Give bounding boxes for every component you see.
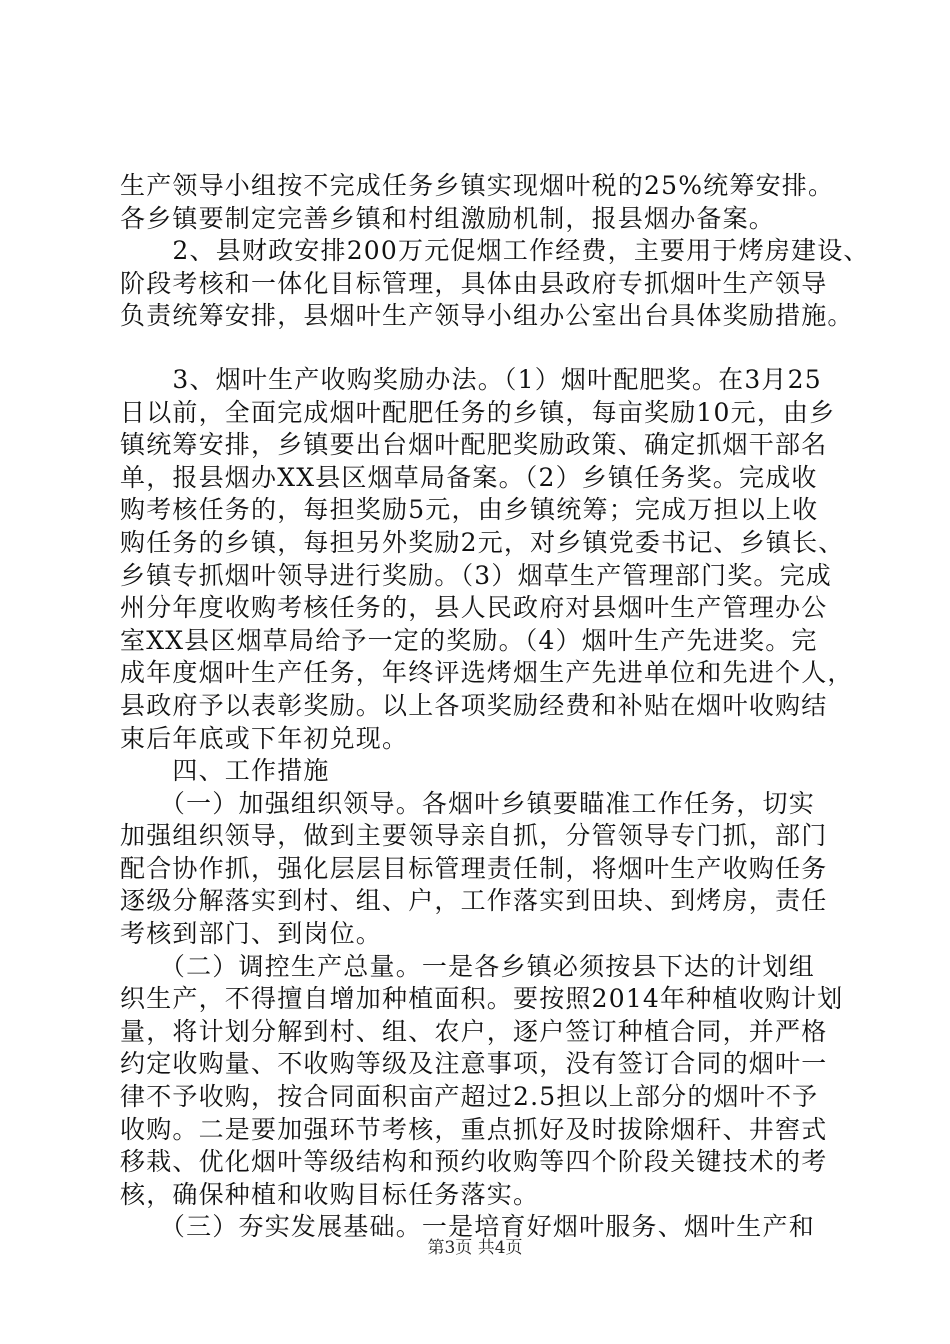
text-line: 生产领导小组按不完成任务乡镇实现烟叶税的25%统筹安排。 xyxy=(120,171,835,200)
text-line: 室XX县区烟草局给予一定的奖励。（4）烟叶生产先进奖。完 xyxy=(120,625,818,655)
text-line: 束后年底或下年初兑现。 xyxy=(120,723,409,753)
text-line: 乡镇专抓烟叶领导进行奖励。（3）烟草生产管理部门奖。完成 xyxy=(120,560,833,590)
text-line: 量，将计划分解到村、组、农户，逐户签订种植合同，并严格 xyxy=(120,1016,828,1046)
text-line: 配合协作抓，强化层层目标管理责任制，将烟叶生产收购任务 xyxy=(120,853,828,883)
text-line: 州分年度收购考核任务的，县人民政府对县烟叶生产管理办公 xyxy=(120,593,828,623)
text-line: 县政府予以表彰奖励。以上各项奖励经费和补贴在烟叶收购结 xyxy=(120,690,828,720)
text-line: 单，报县烟办XX县区烟草局备案。（2）乡镇任务奖。完成收 xyxy=(120,462,818,492)
text-line: 约定收购量、不收购等级及注意事项，没有签订合同的烟叶一 xyxy=(120,1049,828,1079)
text-line: （一）加强组织领导。各烟叶乡镇要瞄准工作任务，切实 xyxy=(120,788,815,818)
document-body xyxy=(120,170,870,1244)
text-line: 织生产，不得擅自增加种植面积。要按照2014年种植收购计划 xyxy=(120,984,844,1014)
blank-line xyxy=(120,333,840,364)
text-line: 律不予收购，按合同面积亩产超过2.5担以上部分的烟叶不予 xyxy=(120,1082,819,1112)
text-line: 收购。二是要加强环节考核，重点抓好及时拔除烟秆、井窖式 xyxy=(120,1114,828,1144)
text-line: 成年度烟叶生产任务，年终评选烤烟生产先进单位和先进个人， xyxy=(120,658,854,688)
text-line: 核，确保种植和收购目标任务落实。 xyxy=(120,1179,540,1209)
text-line: 购任务的乡镇，每担另外奖励2元，对乡镇党委书记、乡镇长、 xyxy=(120,527,845,557)
text-line: 移栽、优化烟叶等级结构和预约收购等四个阶段关键技术的考 xyxy=(120,1147,828,1177)
text-line: 3、烟叶生产收购奖励办法。（1）烟叶配肥奖。在3月25 xyxy=(120,364,822,394)
page-number-footer: 第3页 共4页 xyxy=(427,1238,523,1258)
text-line: 负责统筹安排，县烟叶生产领导小组办公室出台具体奖励措施。 xyxy=(120,301,854,331)
text-line: 逐级分解落实到村、组、户，工作落实到田块、到烤房，责任 xyxy=(120,886,828,916)
text-line: 2、县财政安排200万元促烟工作经费，主要用于烤房建设、 xyxy=(120,236,870,266)
text-line: （三）夯实发展基础。一是培育好烟叶服务、烟叶生产和 xyxy=(120,1212,815,1242)
text-line: 镇统筹安排，乡镇要出台烟叶配肥奖励政策、确定抓烟干部名 xyxy=(120,430,828,460)
text-line: 阶段考核和一体化目标管理，具体由县政府专抓烟叶生产领导 xyxy=(120,268,828,298)
text-line: 考核到部门、到岗位。 xyxy=(120,919,383,949)
text-line: 加强组织领导，做到主要领导亲自抓，分管领导专门抓，部门 xyxy=(120,821,828,851)
section-heading: 四、工作措施 xyxy=(120,756,330,786)
text-line: 各乡镇要制定完善乡镇和村组激励机制，报县烟办备案。 xyxy=(120,203,776,233)
text-line: 日以前，全面完成烟叶配肥任务的乡镇，每亩奖励10元，由乡 xyxy=(120,397,836,427)
text-line: （二）调控生产总量。一是各乡镇必须按县下达的计划组 xyxy=(120,951,815,981)
text-line: 购考核任务的，每担奖励5元，由乡镇统筹；完成万担以上收 xyxy=(120,495,819,525)
